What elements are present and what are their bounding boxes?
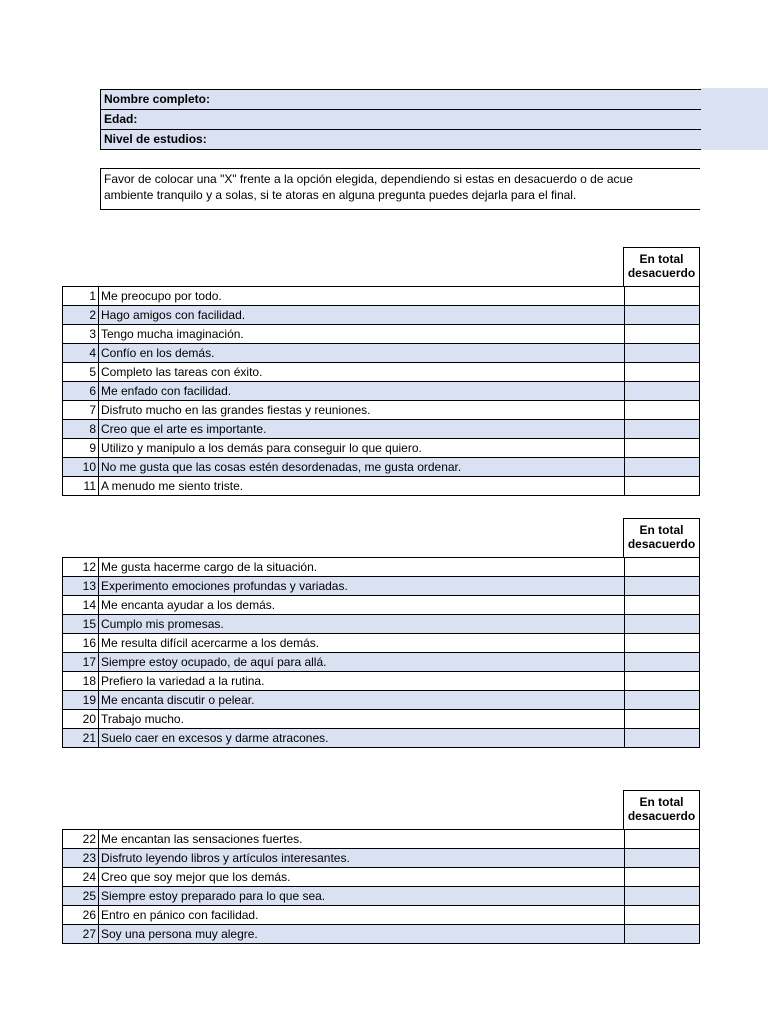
question-text: Tengo mucha imaginación. [99,325,625,344]
answer-cell-total-disagree[interactable] [625,439,700,458]
question-number: 7 [63,401,99,420]
question-row [63,306,700,325]
question-row [63,925,700,944]
question-number: 8 [63,420,99,439]
answer-cell-total-disagree[interactable] [625,596,700,615]
personal-info-block [100,89,701,150]
questions-table-2 [62,557,700,748]
question-number: 16 [63,634,99,653]
question-number: 15 [63,615,99,634]
question-text: Experimento emociones profundas y variadas. [99,577,625,596]
question-text: Me encanta ayudar a los demás. [99,596,625,615]
question-text: Disfruto leyendo libros y artículos interesantes. [99,849,625,868]
question-number: 22 [63,830,99,849]
question-text: Suelo caer en excesos y darme atracones. [99,729,625,748]
question-text: Soy una persona muy alegre. [99,925,625,944]
answer-cell-total-disagree[interactable] [625,653,700,672]
column-header-line-2: desacuerdo [627,537,696,551]
answer-cell-total-disagree[interactable] [625,558,700,577]
question-number: 4 [63,344,99,363]
question-text: Me gusta hacerme cargo de la situación. [99,558,625,577]
column-header-line-1: En total [639,795,684,809]
question-text: Disfruto mucho en las grandes fiestas y reuniones. [99,401,625,420]
full-name-label: Nombre completo: [104,92,211,106]
question-number: 14 [63,596,99,615]
column-header-line-1: En total [639,523,684,537]
answer-cell-total-disagree[interactable] [625,830,700,849]
question-row [63,830,700,849]
question-number: 21 [63,729,99,748]
question-number: 6 [63,382,99,401]
question-text: Me encanta discutir o pelear. [99,691,625,710]
question-number: 20 [63,710,99,729]
question-number: 17 [63,653,99,672]
question-row [63,420,700,439]
question-text: Creo que soy mejor que los demás. [99,868,625,887]
question-text: Siempre estoy ocupado, de aquí para allá. [99,653,625,672]
column-header-total-disagree [623,518,700,558]
answer-cell-total-disagree[interactable] [625,420,700,439]
question-number: 9 [63,439,99,458]
question-row [63,615,700,634]
answer-cell-total-disagree[interactable] [625,672,700,691]
answer-cell-total-disagree[interactable] [625,729,700,748]
question-row [63,729,700,748]
answer-cell-total-disagree[interactable] [625,849,700,868]
question-text: Siempre estoy preparado para lo que sea. [99,887,625,906]
question-number: 5 [63,363,99,382]
question-text: Me encantan las sensaciones fuertes. [99,830,625,849]
question-row [63,344,700,363]
question-number: 12 [63,558,99,577]
answer-cell-total-disagree[interactable] [625,401,700,420]
question-row [63,868,700,887]
answer-cell-total-disagree[interactable] [625,382,700,401]
question-text: Cumplo mis promesas. [99,615,625,634]
question-number: 1 [63,287,99,306]
question-number: 27 [63,925,99,944]
question-row [63,849,700,868]
question-number: 11 [63,477,99,496]
question-number: 18 [63,672,99,691]
education-level-field[interactable] [101,130,701,150]
question-number: 24 [63,868,99,887]
question-row [63,634,700,653]
question-number: 3 [63,325,99,344]
answer-cell-total-disagree[interactable] [625,344,700,363]
question-text: Completo las tareas con éxito. [99,363,625,382]
age-field[interactable] [101,110,701,130]
question-text: Utilizo y manipulo a los demás para conseguir lo que quiero. [99,439,625,458]
questions-table-1 [62,286,700,496]
question-row [63,596,700,615]
answer-cell-total-disagree[interactable] [625,710,700,729]
header-shaded-band [700,88,768,150]
answer-cell-total-disagree[interactable] [625,363,700,382]
education-level-label: Nivel de estudios: [104,132,207,146]
question-text: Me preocupo por todo. [99,287,625,306]
question-number: 26 [63,906,99,925]
question-row [63,710,700,729]
answer-cell-total-disagree[interactable] [625,615,700,634]
question-text: Entro en pánico con facilidad. [99,906,625,925]
question-row [63,325,700,344]
question-number: 19 [63,691,99,710]
answer-cell-total-disagree[interactable] [625,477,700,496]
answer-cell-total-disagree[interactable] [625,691,700,710]
question-row [63,458,700,477]
column-header-total-disagree [623,247,700,287]
question-row [63,691,700,710]
column-header-total-disagree [623,790,700,830]
answer-cell-total-disagree[interactable] [625,325,700,344]
question-row [63,906,700,925]
question-row [63,558,700,577]
answer-cell-total-disagree[interactable] [625,634,700,653]
instructions-line-2: ambiente tranquilo y a solas, si te atoras en alguna pregunta puedes dejarla para el final. [104,188,577,202]
question-row [63,382,700,401]
answer-cell-total-disagree[interactable] [625,887,700,906]
column-header-line-1: En total [639,252,684,266]
question-text: No me gusta que las cosas estén desordenadas, me gusta ordenar. [99,458,625,477]
answer-cell-total-disagree[interactable] [625,925,700,944]
full-name-field[interactable] [101,90,701,110]
question-text: Prefiero la variedad a la rutina. [99,672,625,691]
instructions-line-1: Favor de colocar una "X" frente a la opción elegida, dependiendo si estas en desacuerdo o de acue [104,172,633,186]
question-row [63,577,700,596]
question-row [63,653,700,672]
question-row [63,363,700,382]
question-text: Hago amigos con facilidad. [99,306,625,325]
question-row [63,887,700,906]
column-header-line-2: desacuerdo [627,809,696,823]
question-text: Me resulta difícil acercarme a los demás. [99,634,625,653]
question-row [63,672,700,691]
question-number: 25 [63,887,99,906]
question-row [63,401,700,420]
question-row [63,287,700,306]
question-text: Confío en los demás. [99,344,625,363]
answer-cell-total-disagree[interactable] [625,577,700,596]
question-row [63,477,700,496]
question-text: Me enfado con facilidad. [99,382,625,401]
question-number: 2 [63,306,99,325]
answer-cell-total-disagree[interactable] [625,906,700,925]
answer-cell-total-disagree[interactable] [625,287,700,306]
question-text: Trabajo mucho. [99,710,625,729]
question-row [63,439,700,458]
question-number: 10 [63,458,99,477]
answer-cell-total-disagree[interactable] [625,868,700,887]
age-label: Edad: [104,112,138,126]
questions-table-3 [62,829,700,944]
answer-cell-total-disagree[interactable] [625,458,700,477]
question-number: 23 [63,849,99,868]
answer-cell-total-disagree[interactable] [625,306,700,325]
column-header-line-2: desacuerdo [627,266,696,280]
instructions-box [100,168,700,210]
question-number: 13 [63,577,99,596]
question-text: A menudo me siento triste. [99,477,625,496]
question-text: Creo que el arte es importante. [99,420,625,439]
